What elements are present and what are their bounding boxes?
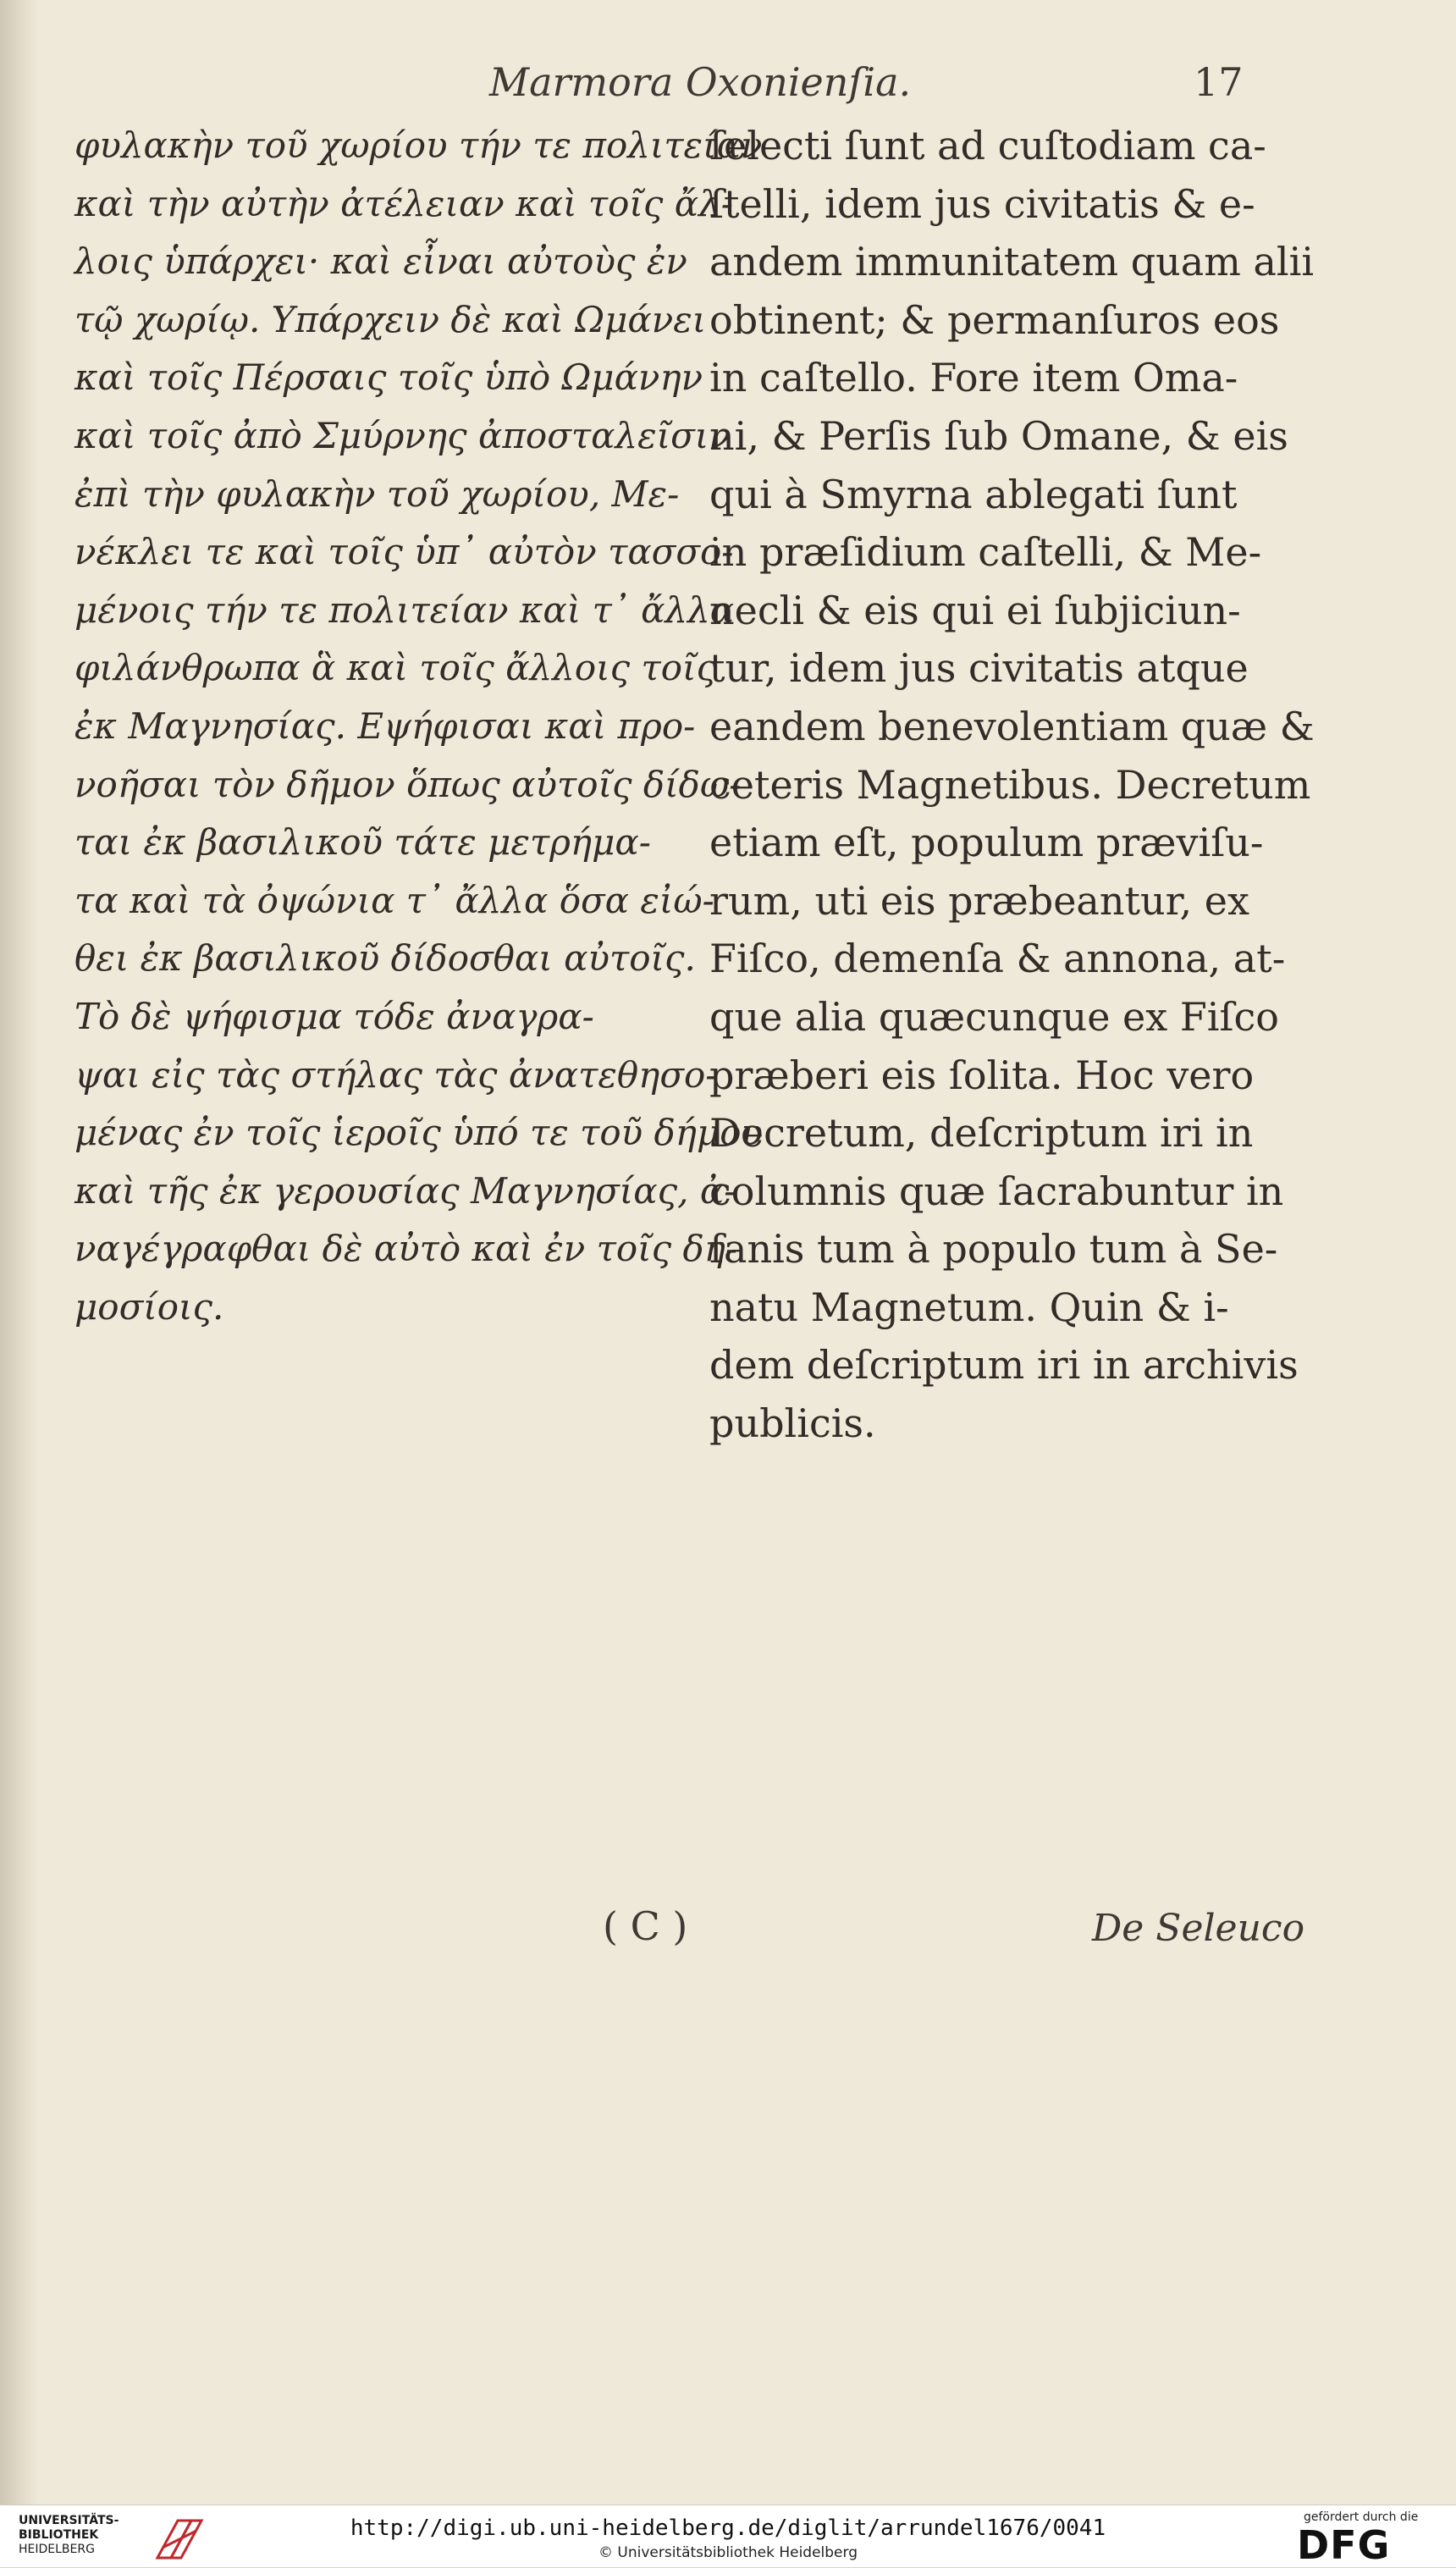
page-gutter-shadow bbox=[0, 0, 39, 2504]
latin-line: tur, idem jus civitatis atque bbox=[709, 645, 1249, 692]
running-title: Marmora Oxonienſia. bbox=[489, 59, 912, 105]
latin-line: in caſtello. Fore item Oma- bbox=[709, 355, 1238, 401]
latin-line: que alia quæcunque ex Fiſco bbox=[709, 993, 1279, 1040]
latin-line: dem deſcriptum iri in archivis bbox=[709, 1342, 1299, 1389]
latin-line: fanis tum à populo tum à Se- bbox=[709, 1226, 1278, 1273]
greek-line: καὶ τοῖς ἀπὸ Σμύρνης ἀποσταλεῖσιν bbox=[74, 414, 731, 456]
greek-line: τῷ χωρίῳ. Υπάρχειν δὲ καὶ Ωμάνει bbox=[74, 298, 707, 340]
latin-line: obtinent; & permanſuros eos bbox=[709, 296, 1280, 343]
latin-text-column bbox=[709, 117, 1315, 1453]
greek-line: ἐπὶ τὴν φυλακὴν τοῦ χωρίου, Με- bbox=[74, 472, 680, 515]
greek-line: φιλάνθρωπα ἃ καὶ τοῖς ἄλλοις τοῖς bbox=[74, 647, 716, 689]
library-name-line: HEIDELBERG bbox=[19, 2543, 95, 2556]
greek-line: ναγέγραφθαι δὲ αὐτὸ καὶ ἐν τοῖς δη- bbox=[74, 1228, 738, 1270]
latin-line: Decretum, deſcriptum iri in bbox=[709, 1110, 1254, 1157]
copyright-notice: © Universitätsbibliothek Heidelberg bbox=[598, 2544, 858, 2561]
greek-line: ἐκ Μαγνησίας. Εψήφισαι καὶ προ- bbox=[74, 704, 696, 747]
latin-line: columnis quæ ſacrabuntur in bbox=[709, 1168, 1284, 1214]
greek-line: Τὸ δὲ ψήφισμα τόδε ἀναγρα- bbox=[74, 995, 594, 1037]
library-name-line: BIBLIOTHEK bbox=[19, 2528, 99, 2542]
latin-line: natu Magnetum. Quin & i- bbox=[709, 1284, 1229, 1330]
greek-line: καὶ τοῖς Πέρσαις τοῖς ὑπὸ Ωμάνην bbox=[74, 356, 703, 399]
greek-line: ται ἐκ βασιλικοῦ τάτε μετρήμα- bbox=[74, 821, 651, 864]
greek-line: τα καὶ τὰ ὀψώνια τ᾽ ἄλλα ὅσα εἰώ- bbox=[74, 879, 714, 921]
dfg-logo[interactable]: DFG bbox=[1297, 2522, 1391, 2568]
library-name-line: UNIVERSITÄTS- bbox=[19, 2514, 119, 2527]
latin-line: præberi eis ſolita. Hoc vero bbox=[709, 1052, 1255, 1098]
greek-line: θει ἐκ βασιλικοῦ δίδοσθαι αὐτοῖς. bbox=[74, 937, 696, 980]
catchword: De Seleuco bbox=[1092, 1907, 1305, 1950]
latin-line: necli & eis qui ei ſubjiciun- bbox=[709, 587, 1241, 633]
greek-line: ψαι εἰς τὰς στήλας τὰς ἀνατεθησο- bbox=[74, 1053, 718, 1096]
latin-line: Fiſco, demenſa & annona, at- bbox=[709, 936, 1286, 982]
greek-line: λοις ὑπάρχει· καὶ εἶναι αὐτοὺς ἐν bbox=[74, 240, 687, 283]
greek-line: καὶ τῆς ἐκ γερουσίας Μαγνησίας, ἀ- bbox=[74, 1169, 736, 1212]
latin-line: andem immunitatem quam alii bbox=[709, 239, 1315, 285]
page-number: 17 bbox=[1194, 59, 1244, 105]
viewer-footer bbox=[0, 2504, 1456, 2567]
latin-line: ni, & Perſis ſub Omane, & eis bbox=[709, 412, 1288, 459]
greek-line: καὶ τὴν αὐτὴν ἀτέλειαν καὶ τοῖς ἄλ- bbox=[74, 182, 733, 224]
latin-line: rum, uti eis præbeantur, ex bbox=[709, 877, 1249, 924]
greek-line: φυλακὴν τοῦ χωρίου τήν τε πολιτείαν bbox=[74, 124, 763, 166]
latin-line: etiam eſt, populum præviſu- bbox=[709, 820, 1264, 866]
latin-line: ceteris Magnetibus. Decretum bbox=[709, 761, 1311, 808]
permalink-url[interactable]: http://digi.ub.uni-heidelberg.de/diglit/arrundel1676/0041 bbox=[350, 2516, 1106, 2541]
greek-line: νοῆσαι τὸν δῆμον ὅπως αὐτοῖς δίδω- bbox=[74, 763, 742, 805]
latin-line: publicis. bbox=[709, 1400, 876, 1447]
greek-line: μοσίοις. bbox=[74, 1285, 224, 1328]
latin-line: qui à Smyrna ablegati ſunt bbox=[709, 471, 1238, 517]
greek-line: νέκλει τε καὶ τοῖς ὑπ᾽ αὐτὸν τασσο- bbox=[74, 531, 734, 573]
latin-line: eandem benevolentiam quæ & bbox=[709, 703, 1315, 749]
greek-text-column bbox=[74, 117, 764, 1336]
funder-note: gefördert durch die bbox=[1304, 2510, 1419, 2524]
latin-line: ſtelli, idem jus civitatis & e- bbox=[709, 180, 1255, 227]
latin-line: in præſidium caſtelli, & Me- bbox=[709, 529, 1262, 576]
latin-line: ſelecti ſunt ad cuſtodiam ca- bbox=[709, 123, 1266, 168]
signature-mark: ( C ) bbox=[603, 1903, 688, 1949]
greek-line: μένας ἐν τοῖς ἱεροῖς ὑπό τε τοῦ δήμου bbox=[74, 1112, 764, 1154]
greek-line: μένοις τήν τε πολιτείαν καὶ τ᾽ ἄλλα bbox=[74, 588, 735, 631]
